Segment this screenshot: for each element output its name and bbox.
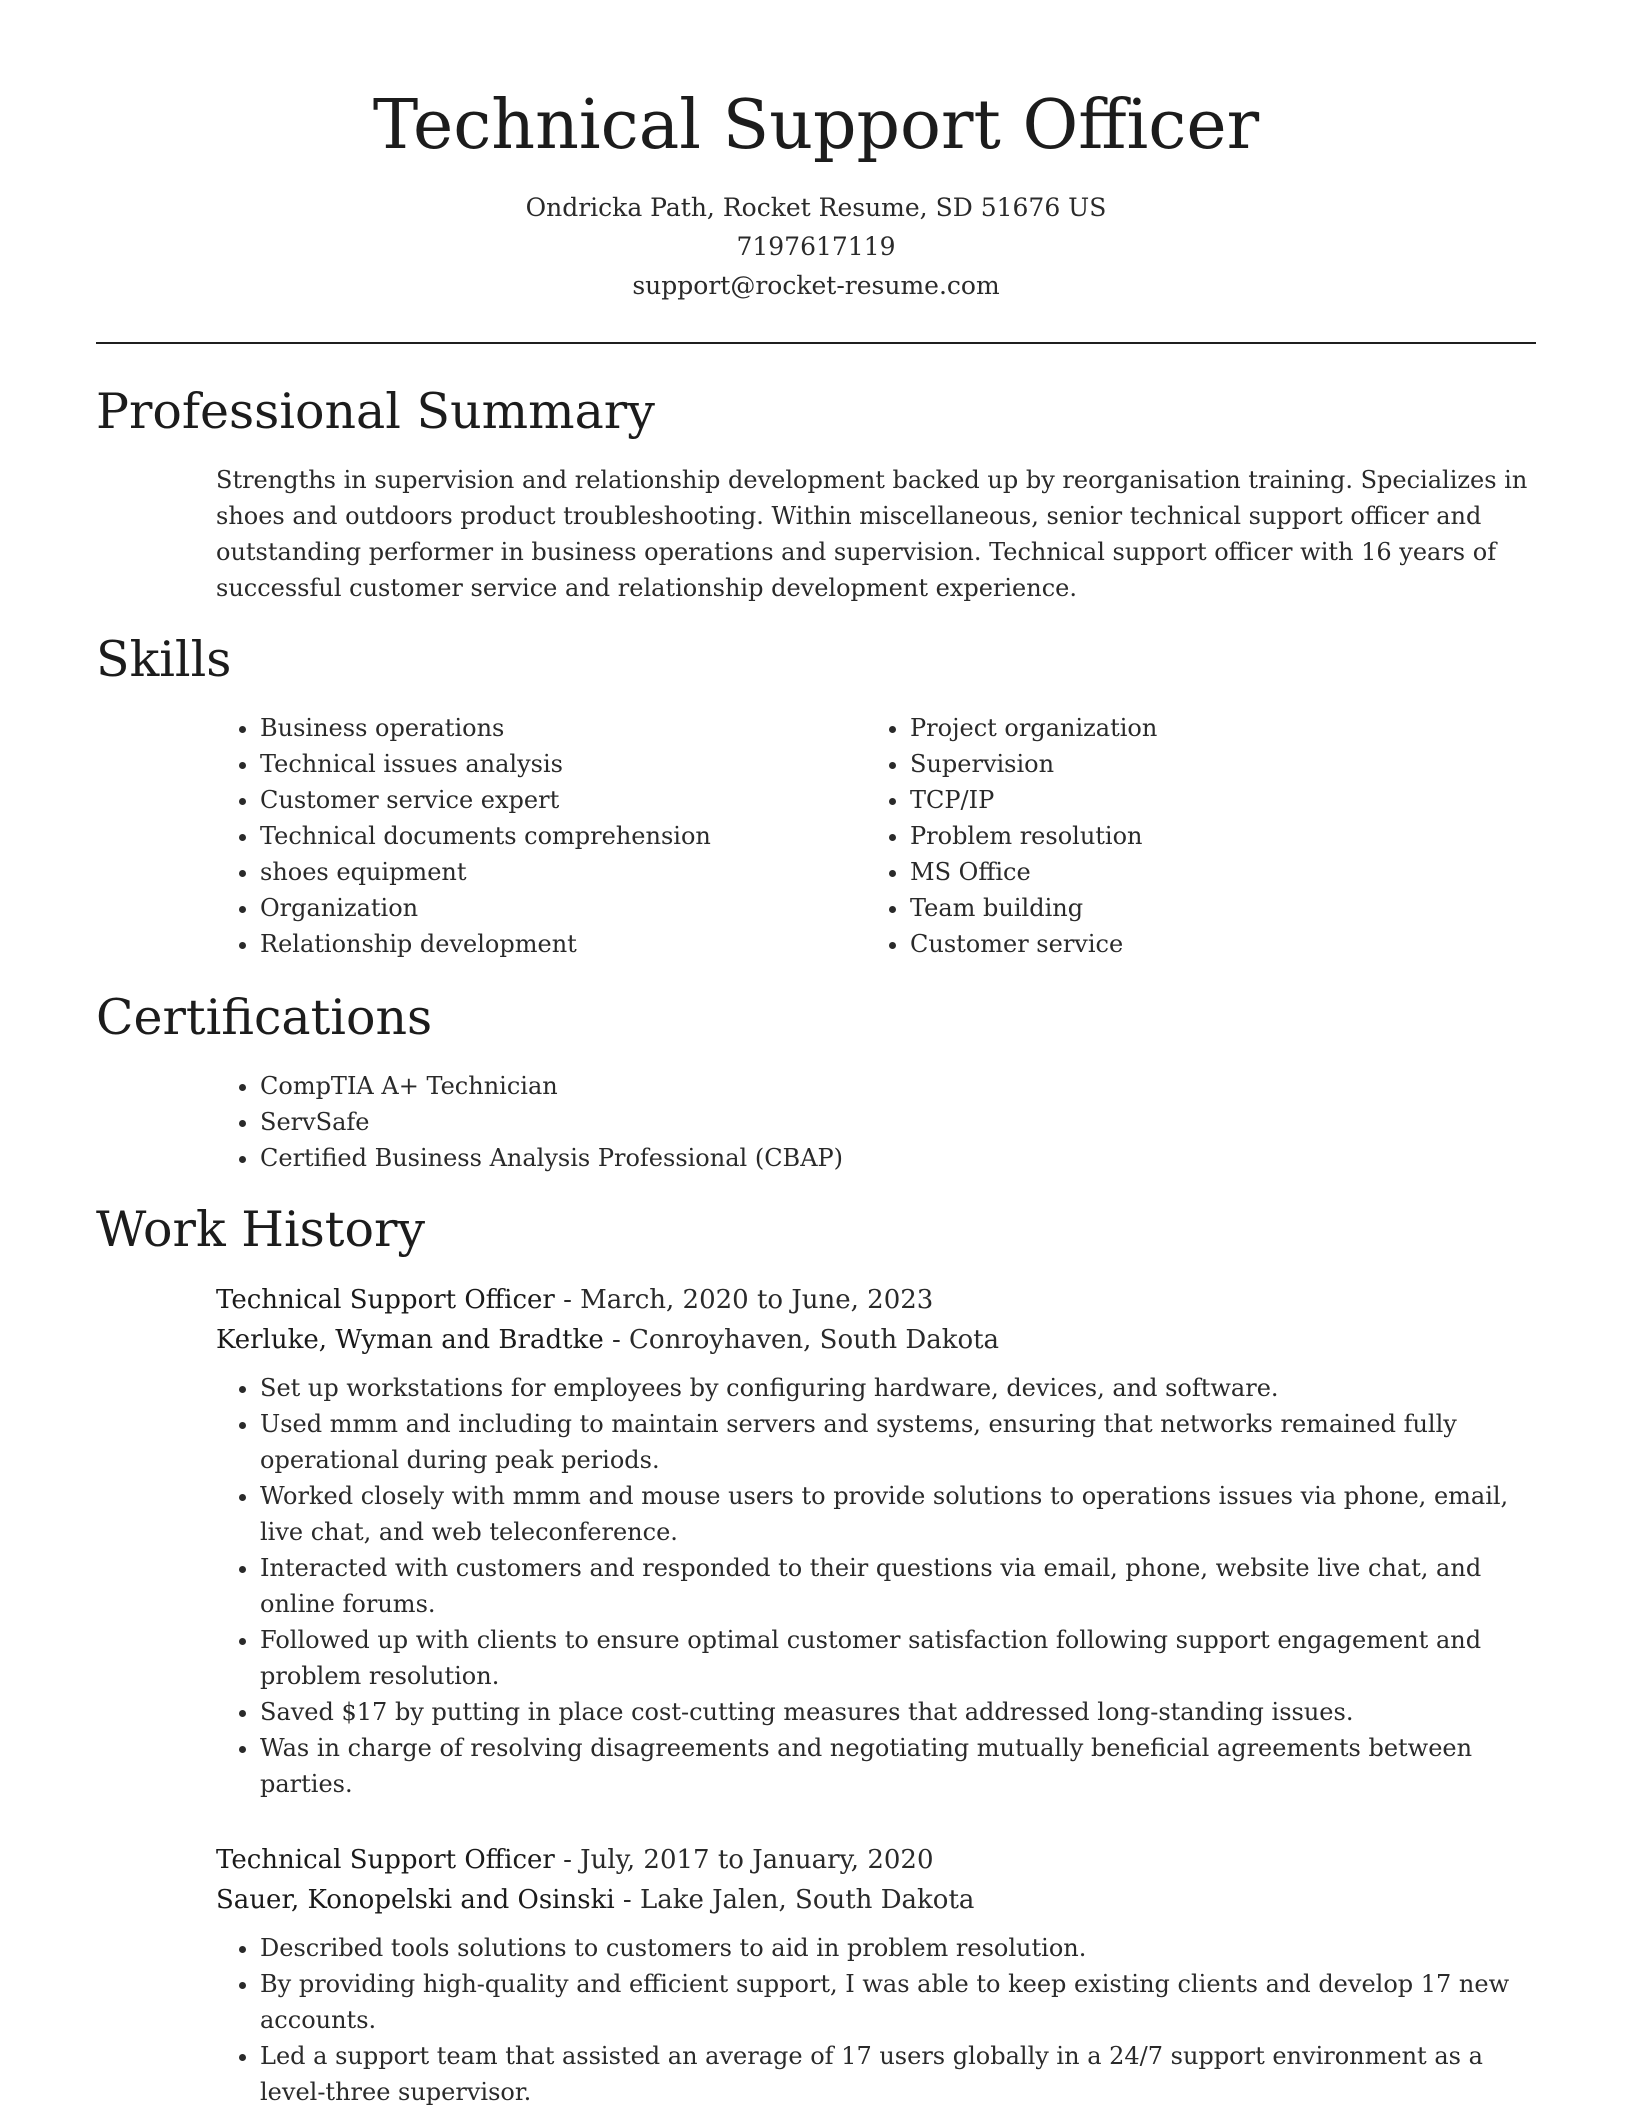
certifications-list (216, 1068, 1536, 1176)
contact-info (0, 188, 1632, 305)
skill-item: • shoes equipment (260, 854, 856, 890)
job-company: Sauer, Konopelski and Osinski (216, 1885, 615, 1915)
skills-column-right (866, 710, 1506, 962)
skills-column-left (216, 710, 856, 962)
job-bullets (216, 1930, 1536, 2110)
skill-item: • Problem resolution (910, 818, 1506, 854)
job-bullet: • Interacted with customers and responded to their questions via email, phone, website live chat, and online forums. (260, 1550, 1536, 1622)
certification-item: • Certified Business Analysis Professional (CBAP) (260, 1140, 1536, 1176)
certifications-block (216, 1068, 1536, 1176)
skill-item: • Customer service expert (260, 782, 856, 818)
skill-item: • MS Office (910, 854, 1506, 890)
skill-item: • TCP/IP (910, 782, 1506, 818)
job-bullet: • Followed up with clients to ensure optimal customer satisfaction following support engagement and problem resolution. (260, 1622, 1536, 1694)
skill-item: • Organization (260, 890, 856, 926)
job-company-line (216, 1320, 1536, 1360)
job-bullet: • Used mmm and including to maintain servers and systems, ensuring that networks remained fully operational during peak periods. (260, 1406, 1536, 1478)
job-location: - Lake Jalen, South Dakota (614, 1885, 975, 1915)
skill-item: • Technical documents comprehension (260, 818, 856, 854)
job-title-line (216, 1280, 1536, 1320)
certifications-heading: Certifications (96, 989, 433, 1046)
certification-item: • ServSafe (260, 1104, 1536, 1140)
job-company-line (216, 1880, 1536, 1920)
resume-header (0, 78, 1632, 305)
job-bullet: • By providing high-quality and efficient support, I was able to keep existing clients and develop 17 new accounts. (260, 1966, 1536, 2038)
skill-item: • Supervision (910, 746, 1506, 782)
summary-text: Strengths in supervision and relationship development backed up by reorganisation training. Specializes in shoes and outdoors product troubleshooting. Within miscellaneous, senior technical support officer and outstanding performer in business operations and supervision. Technical support officer with 16 years of successful customer service and relationship development experience. (216, 466, 1528, 602)
job-title-line (216, 1840, 1536, 1880)
job-dates: - March, 2020 to June, 2023 (554, 1285, 934, 1315)
skill-item: • Customer service (910, 926, 1506, 962)
job-bullet: • Set up workstations for employees by configuring hardware, devices, and software. (260, 1370, 1536, 1406)
job-bullet: • Saved $17 by putting in place cost-cutting measures that addressed long-standing issues. (260, 1694, 1536, 1730)
skill-item: • Project organization (910, 710, 1506, 746)
job-entry (216, 1840, 1536, 2110)
summary-heading: Professional Summary (96, 383, 655, 440)
job-title: Technical Support Officer (216, 1845, 555, 1875)
job-company: Kerluke, Wyman and Bradtke (216, 1325, 604, 1355)
contact-phone: 7197617119 (736, 232, 896, 261)
job-bullets (216, 1370, 1536, 1802)
job-location: - Conroyhaven, South Dakota (603, 1325, 1000, 1355)
work-history-heading: Work History (96, 1201, 426, 1258)
skills-list-right (866, 710, 1506, 962)
contact-address: Ondricka Path, Rocket Resume, SD 51676 US (525, 193, 1107, 222)
job-bullet: • Worked closely with mmm and mouse users to provide solutions to operations issues via phone, email, live chat, and web teleconference. (260, 1478, 1536, 1550)
skill-item: • Team building (910, 890, 1506, 926)
skill-item: • Business operations (260, 710, 856, 746)
job-bullet: • Led a support team that assisted an average of 17 users globally in a 24/7 support environment as a level-three supervisor. (260, 2038, 1536, 2110)
job-bullet: • Was in charge of resolving disagreements and negotiating mutually beneficial agreements between parties. (260, 1730, 1536, 1802)
job-dates: - July, 2017 to January, 2020 (554, 1845, 934, 1875)
candidate-name: Technical Support Officer (372, 86, 1260, 165)
skills-heading: Skills (96, 631, 232, 688)
skill-item: • Relationship development (260, 926, 856, 962)
contact-email: support@rocket-resume.com (632, 271, 1000, 300)
job-entry (216, 1280, 1536, 1802)
skill-item: • Technical issues analysis (260, 746, 856, 782)
certification-item: • CompTIA A+ Technician (260, 1068, 1536, 1104)
skills-list-left (216, 710, 856, 962)
job-title: Technical Support Officer (216, 1285, 555, 1315)
header-divider (96, 342, 1536, 344)
job-bullet: • Described tools solutions to customers to aid in problem resolution. (260, 1930, 1536, 1966)
